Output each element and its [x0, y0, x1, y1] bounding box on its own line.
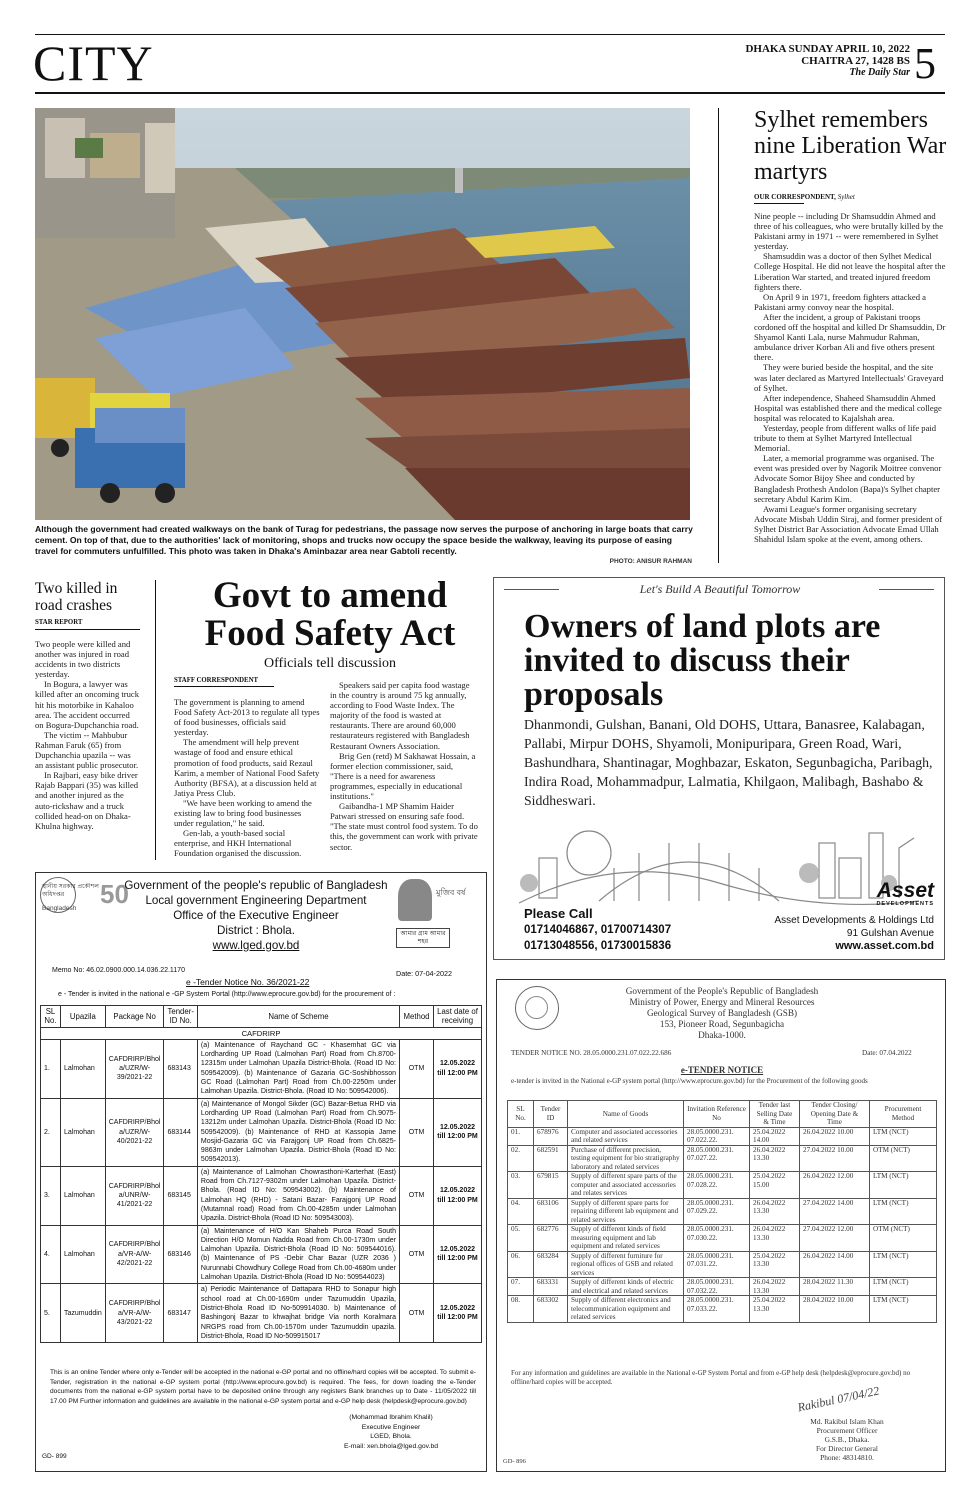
cell: CAFDRIRP/Bhol a/UZR/W-40/2021-22	[105, 1098, 164, 1166]
mujib-portrait	[398, 879, 432, 921]
gsb-logo	[515, 986, 559, 1030]
sylhet-headline: Sylhet remembers nine Liberation War martyrs	[754, 107, 947, 185]
cell: 2.	[41, 1098, 61, 1166]
cell: LTM (NCT)	[870, 1278, 937, 1296]
col-header: Name of Goods	[568, 1101, 684, 1128]
cell: 3.	[41, 1166, 61, 1225]
food-col1	[174, 697, 322, 859]
gsb-intro: e-tender is invited in the National e-GP system portal (http://www.eprocure.gov.bd) for the Procurement of the following goods	[511, 1077, 868, 1085]
sign-title: Executive Engineer	[361, 1423, 421, 1431]
cell: (a) Maintenance of Lalmohan Chowrasthoni-Karterhat (East) Road from Ch.7127-9302m under Lalmohan Upazila. District-Bhola. (Road ID No: 509543002). (b) Maintenance of Lalmohan HQ (RHD) - Satani Bazar- Farajgonj UP Road (Mutamnal road) Road from Ch.00-4285m under Lalmohan Upazila. District-Bhola (Road ID No: 509543003).	[197, 1166, 399, 1225]
paragraph: On April 9 in 1971, freedom fighters attacked a Pakistani army convoy near the hospital.	[754, 291, 926, 312]
cell: 683146	[164, 1225, 197, 1284]
table-row	[41, 1039, 482, 1098]
cell: 1.	[41, 1039, 61, 1098]
cell: 12.05.2022 till 12:00 PM	[434, 1098, 482, 1166]
lged-tender-ad	[35, 872, 487, 1472]
tagline-rule-left	[504, 589, 559, 590]
lged-table	[40, 1005, 482, 1343]
gsb-notice-number: TENDER NOTICE NO. 28.05.0000.231.07.022.22.686	[511, 1049, 672, 1057]
byline-rule	[174, 686, 274, 687]
col-header: Upazila	[61, 1006, 106, 1028]
asset-logo-sub: DEVELOPMENTS	[876, 901, 934, 907]
paragraph: The victim -- Mahbubur Rahman Faruk (65) from Dupchanchia upazila -- was an assistant public prosecutor.	[35, 729, 139, 771]
masthead-bottom-rule	[35, 92, 945, 94]
byline-rule	[754, 203, 804, 204]
asset-tagline: Let's Build A Beautiful Tomorrow	[639, 582, 801, 596]
paragraph: Speakers said per capita food wastage in the country is around 75 kg annually, according to Food Waste Index. The majority of the food is wasted at restaurants. There are around 60,000 restaurateurs registered with Bangladesh Restaurant Owners Association.	[330, 680, 470, 751]
table-header-row	[41, 1006, 482, 1028]
table-row	[508, 1225, 937, 1252]
cell: 26.04.2022 13.30	[750, 1145, 800, 1172]
cell: Supply of different kinds of field measuring equipment and lab equipment and related services	[568, 1225, 684, 1252]
gsb-title-2: Ministry of Power, Energy and Mineral Resources	[629, 997, 815, 1007]
paragraph: Gaibandha-1 MP Shamim Haider Patwari stressed on ensuring safe food. "The state must control food system. To do this, the government can work with private sector.	[330, 801, 478, 852]
cell: (a) Maintenance of H/O Kan Shaheb Purca Road South Direction H/O Momun Nadda Road from Ch.00-1730m under Lalmohan Upazila. District-Bhola (Road ID No: 509544016). (b) Maintenance of PS -Debir Char Bazar (UZR 2036 ) Nurunnabi Chowdhury College Road from Ch.00-4680m under Lalmohan Upazila. District-Bhola (Road ID No: 509544023)	[197, 1225, 399, 1284]
sylhet-byline-name: OUR CORRESPONDENT,	[754, 193, 836, 201]
cell: 27.04.2022 10.00	[800, 1145, 870, 1172]
cell: 26.04.2022 14.00	[800, 1251, 870, 1278]
col-header: SL No.	[41, 1006, 61, 1028]
cell: LTM (NCT)	[870, 1127, 937, 1145]
paragraph: Later, a memorial programme was organised. The event was presided over by Nagorik Moitree convenor Advocate Somor Bijoy Shee and conducted by Bangladesh Prothesh Andolon (Bapa)'s Sylhet chapter secretary Abdul Karim Kim.	[754, 453, 942, 504]
cell: 25.04.2022 13.30	[750, 1296, 800, 1323]
cell: 682591	[534, 1145, 568, 1172]
table-row	[41, 1166, 482, 1225]
phone-line-2: 01713048556, 01730015836	[524, 940, 672, 952]
food-headline: Govt to amend Food Safety Act	[204, 575, 456, 654]
food-subhead: Officials tell discussion	[264, 656, 396, 671]
sign-title: Procurement Officer	[816, 1426, 878, 1435]
col-header: Tender-ID No.	[164, 1006, 197, 1028]
paragraph: Awami League's former organising secretary Advocate Misbah Uddin Siraj, and former president of Sylhet District Bar Association Advocate Emad Ullah Shahidul Islam spoke at the event, among others.	[754, 503, 943, 544]
gsb-signature	[757, 1417, 937, 1462]
sylhet-body	[754, 211, 946, 544]
cell: CAFDRIRP/Bhol a/VR-A/W-42/2021-22	[105, 1225, 164, 1284]
lged-logo-country: Bangladesh	[42, 905, 77, 912]
company-website[interactable]: www.asset.com.bd	[835, 940, 934, 952]
paragraph: Yesterday, people from different walks of life paid tribute to them at Sylhet Martyred Intellectual Memorial.	[754, 422, 937, 454]
cell: 28.05.0000.231. 07.027.22.	[684, 1145, 750, 1172]
cell: 25.04.2022 14.00	[750, 1127, 800, 1145]
phone-line-1: 01714046867, 01700714307	[524, 924, 672, 936]
cell: 26.04.2022 13.30	[750, 1278, 800, 1296]
sylhet-byline-place: Sylhet	[837, 193, 855, 201]
table-row	[508, 1172, 937, 1199]
sign-name: Md. Rakibul Islam Khan	[810, 1417, 884, 1426]
cell: 683145	[164, 1166, 197, 1225]
cell: Supply of different spare parts of the computer and associated accessories and relates services	[568, 1172, 684, 1199]
cell: 683143	[164, 1039, 197, 1098]
crash-headline: Two killed in road crashes	[35, 580, 118, 614]
cell: Purchase of different precision, testing equipment for bio stratigraphy laboratory and related services	[568, 1145, 684, 1172]
cell: 27.04.2022 12.00	[800, 1225, 870, 1252]
asset-logo-word: Asset	[876, 879, 934, 902]
cell: 01.	[508, 1127, 534, 1145]
sign-email[interactable]: E-mail: xen.bhola@lged.gov.bd	[343, 1442, 439, 1450]
lged-gd-number: GD- 899	[42, 1453, 67, 1460]
gsb-title-3: Geological Survey of Bangladesh (GSB)	[646, 1008, 798, 1018]
cell: 678976	[534, 1127, 568, 1145]
lged-website[interactable]: www.lged.gov.bd	[212, 939, 300, 952]
cell: OTM	[400, 1166, 434, 1225]
cell: OTM	[400, 1284, 434, 1343]
company-name: Asset Developments & Holdings Ltd	[774, 915, 934, 926]
cell: OTM	[400, 1098, 434, 1166]
asset-logo	[862, 880, 934, 907]
lged-intro: e - Tender is invited in the national e -GP System Portal (http://www.eprocure.gov.bd) for the procurement of :	[58, 991, 396, 998]
gsb-header	[557, 986, 887, 1041]
tagline-rule-right	[879, 589, 934, 590]
cell: 12.05.2022 till 12:00 PM	[434, 1225, 482, 1284]
please-call: Please Call	[524, 906, 593, 921]
river-photo	[35, 108, 690, 520]
lged-logo-text: স্থানীয় সরকার প্রকৌশল অধিদপ্তর	[42, 883, 99, 898]
cell: Lalmohan	[61, 1225, 106, 1284]
dateline	[700, 43, 910, 79]
cell: 683331	[534, 1278, 568, 1296]
sign-org: G.S.B., Dhaka.	[824, 1435, 870, 1444]
bangla-date-text: CHAITRA 27, 1428 BS	[801, 55, 910, 67]
table-row	[508, 1251, 937, 1278]
sign-name: (Mohammad Ibrahim Khalil)	[349, 1414, 433, 1421]
paragraph: Two people were killed and another was injured in road accidents in two districts yesterday.	[35, 639, 131, 680]
cell: 683302	[534, 1296, 568, 1323]
cell: CAFDRIRP/Bhol a/VR-A/W-43/2021-22	[105, 1284, 164, 1343]
cell: 28.04.2022 11.30	[800, 1278, 870, 1296]
cell: LTM (NCT)	[870, 1296, 937, 1323]
col-header: Tender last Selling Date & Time	[750, 1101, 800, 1128]
cell: 28.05.0000.231. 07.030.22.	[684, 1225, 750, 1252]
table-row	[41, 1225, 482, 1284]
sign-org: LGED, Bhola.	[370, 1433, 412, 1441]
gsb-table	[507, 1100, 937, 1323]
paragraph: Shamsuddin was a doctor of then Sylhet Medical College Hospital. He did not leave the hospital after the Liberation War started, and treated injured freedom fighters there.	[754, 251, 946, 292]
cell: OTM	[400, 1039, 434, 1098]
cell: 04.	[508, 1198, 534, 1225]
cell: 26.04.2022 10.00	[800, 1127, 870, 1145]
cell: 26.04.2022 12.00	[800, 1172, 870, 1199]
crash-byline: STAR REPORT	[35, 619, 83, 626]
photo-credit: PHOTO: ANISUR RAHMAN	[609, 558, 692, 565]
table-row	[508, 1198, 937, 1225]
cell: 683284	[534, 1251, 568, 1278]
gsb-handwritten-signature: Rakibul 07/04/22	[796, 1383, 881, 1415]
lged-50-badge: 50	[100, 879, 129, 909]
cell: 682776	[534, 1225, 568, 1252]
gsb-gd-number: GD- 896	[503, 1458, 526, 1465]
table-row	[508, 1145, 937, 1172]
group-label: CAFDRIRP	[41, 1027, 482, 1039]
page-number: 5	[914, 39, 936, 88]
paragraph: Brig Gen (retd) M Sakhawat Hossain, a former election commissioner, said, "There is a need for awareness programmes, especially in educational institutions."	[330, 750, 476, 802]
cell: 26.04.2022 13.30	[750, 1225, 800, 1252]
company-address: 91 Gulshan Avenue	[846, 927, 934, 939]
table-row	[508, 1278, 937, 1296]
cell: 5.	[41, 1284, 61, 1343]
cell: Supply of different electronics and telecommunication equipment and related services	[568, 1296, 684, 1323]
cell: a) Periodic Maintenance of Dattapara RHD to Sonapur high school road at Ch.00-1690m under Tazumuddin Upazila, District-Bhola Road ID No-509914030. b) Maintenance of Bashingonj Bazar to khwajhat bridge Via north Koralmara NRGPS road from Ch.00-1570m under Tazumuddin upazila. District-Bhola, Road ID No-509915017	[197, 1284, 399, 1343]
gsb-date: Date: 07.04.2022	[862, 1049, 912, 1057]
cell: 683106	[534, 1198, 568, 1225]
city-skyline-illustration	[519, 813, 919, 908]
cell: 02.	[508, 1145, 534, 1172]
col-header: Tender Closing/ Opening Date & Time	[800, 1101, 870, 1128]
table-row	[508, 1127, 937, 1145]
cell: Lalmohan	[61, 1039, 106, 1098]
cell: 06.	[508, 1251, 534, 1278]
paragraph: After independence, Shaheed Shamsuddin Ahmed Hospital was established there and the medical college hospital was relocated to Kajalshah area.	[754, 392, 942, 423]
cell: 4.	[41, 1225, 61, 1284]
table-row	[508, 1296, 937, 1323]
cell: 08.	[508, 1296, 534, 1323]
lged-title-3: Office of the Executive Engineer	[173, 909, 339, 922]
col-header: Package No	[105, 1006, 164, 1028]
gsb-title-5: Dhaka-1000.	[698, 1030, 746, 1040]
asset-company	[724, 915, 934, 953]
lged-title-2: Local government Engineering Department	[145, 894, 367, 907]
cell: 27.04.2022 14.00	[800, 1198, 870, 1225]
cell: 28.05.0000.231. 07.022.22.	[684, 1127, 750, 1145]
lged-footer: This is an online Tender where only e-Tender will be accepted in the national e-GP portal and no offline/hard copies will be accepted. To submit e-Tender, registration in the national e-GP system portal (http://www.eprocure.gov.bd) is required. The fees, for down loading the e-Tender documents from the national e-GP system portal have to be deposited online through any registers Bank branches up to Date - 11/05/2022 till 17.00 PM Further information and guidelines are available in the national e-GP system portal and e-GP help desk (helpdesk@eprocure.gov.bd)	[50, 1369, 476, 1405]
col-header: Procurement Method	[870, 1101, 937, 1128]
food-col2	[330, 680, 478, 852]
paragraph: The government is planning to amend Food Safety Act-2013 to regulate all types of food businesses, officials said yesterday.	[174, 697, 320, 738]
cell: (a) Maintenance of Raychand GC - Khasemhat GC via Lordharding UP Road (Lalmohan Part) Road from Ch.8700-12315m under Lalmohan Upazila District-Bhola. (Road ID No: 509542009). (b) Maintenance of Gazaria GC-Soshibhosson GC Road (Lalmohan Part) Road from Ch.00-2250m under Lalmohan Upazila. District-Bhola. (Road ID No: 509542006).	[197, 1039, 399, 1098]
lged-notice-title: e -Tender Notice No. 36/2021-22	[186, 977, 310, 987]
photo-caption: Although the government had created walkways on the bank of Turag for pedestrians, the passage now serves the purpose of anchoring in large boats that carry cement. On top of that, due to the authorities' lack of monitoring, shops and trucks now occupy the space beside the walkway, leaving its purpose of easing travel for commuters unfulfilled. This photo was taken in Dhaka's Aminbazar area near Gabtoli recently.	[35, 524, 693, 556]
lged-motto: আমার গ্রাম আমার শহর	[396, 928, 450, 948]
cell: 26.04.2022 13.30	[750, 1198, 800, 1225]
cell: LTM (NCT)	[870, 1198, 937, 1225]
col-header: Tender ID	[534, 1101, 568, 1128]
paragraph: "We have been working to amend the existing law to bring food businesses under regulation," he said.	[174, 797, 312, 829]
mujib-badge: মুজিব বর্ষ	[436, 888, 466, 897]
paragraph: In Rajbari, easy bike driver Rajab Bappari (35) was killed and another injured as the auto-rickshaw and a truck collided head-on on Dhaka-Khulna highway.	[35, 770, 139, 831]
paper-name: The Daily Star	[849, 67, 910, 78]
gsb-tender-ad	[496, 979, 946, 1472]
sign-for: For Director General	[816, 1444, 878, 1453]
cell: CAFDRIRP/Bhol a/UZR/W-39/2021-22	[105, 1039, 164, 1098]
cell: 25.04.2022 15.00	[750, 1172, 800, 1199]
col-header: Method	[400, 1006, 434, 1028]
cell: OTM (NCT)	[870, 1225, 937, 1252]
memo-number: Memo No: 46.02.0900.000.14.036.22.1170	[52, 967, 185, 974]
lged-title-4: District : Bhola.	[217, 924, 295, 937]
food-byline: STAFF CORRESPONDENT	[174, 677, 259, 684]
cell: CAFDRIRP/Bhol a/UNR/W-41/2021-22	[105, 1166, 164, 1225]
col-header: Last date of receiving	[434, 1006, 482, 1028]
masthead-top-rule	[35, 34, 945, 35]
cell: Tazumuddin	[61, 1284, 106, 1343]
cell: 28.05.0000.231. 07.028.22.	[684, 1172, 750, 1199]
cell: 28.05.0000.231. 07.029.22.	[684, 1198, 750, 1225]
asset-headline: Owners of land plots are invited to discuss their proposals	[524, 608, 881, 713]
sign-phone: Phone: 48314810.	[820, 1453, 874, 1462]
section-title: CITY	[33, 35, 154, 91]
cell: 683144	[164, 1098, 197, 1166]
lged-header	[116, 878, 396, 953]
cell: Lalmohan	[61, 1166, 106, 1225]
asset-ad	[493, 577, 945, 960]
gsb-title-1: Government of the People's Republic of Bangladesh	[625, 986, 819, 996]
asset-areas: Dhanmondi, Gulshan, Banani, Old DOHS, Uttara, Banasree, Kalabagan, Pallabi, Mirpur DOHS, Shyamoli, Monipuripara, Green Road, Wari, Bashundhara, Shantinagar, Moghbazar, Eskaton, Segunbagicha, Paribagh, Indira Road, Mohammadpur, Lalmatia, Khilgaon, Malibagh, Bashabo & Siddheswari.	[524, 717, 933, 808]
lged-logo	[40, 877, 129, 929]
cell: Supply of different kinds of electric and electrical and related services	[568, 1278, 684, 1296]
cell: (a) Maintenance of Mongol Sikder (GC) Bazar-Betua RHD via Lordharding UP Road (Lalmohan Part) Road from Ch.9075-13212m under Lalmohan Upazila. District-Bhola (Road ID No: 509542009). (b) Maintenance of RHD at Kassopia Jame Mosjid-Gazaria GC via Farajgonj UP Road from Ch.6825-9863m under Lalmohan Upazila. District-Bhola (Road ID No: 509542013).	[197, 1098, 399, 1166]
paragraph: The amendment will help prevent wastage of food and ensure ethical promotion of food products, said Rezaul Karim, a member of National Food Safety Authority (BFSA), at a discussion held at Jatiya Press Club.	[174, 737, 320, 798]
cell: 12.05.2022 till 12:00 PM	[434, 1166, 482, 1225]
cell: LTM (NCT)	[870, 1251, 937, 1278]
cell: Computer and associated accessories and related services	[568, 1127, 684, 1145]
cell: Lalmohan	[61, 1098, 106, 1166]
cell: LTM (NCT)	[870, 1172, 937, 1199]
cell: 03.	[508, 1172, 534, 1199]
cell: Supply of different furniture for regional offices of GSB and related services	[568, 1251, 684, 1278]
table-row	[41, 1098, 482, 1166]
crash-body	[35, 639, 140, 831]
gsb-notice-title: e-TENDER NOTICE	[680, 1065, 764, 1075]
col-header: Invitation Reference No	[684, 1101, 750, 1128]
paragraph: They were buried beside the hospital, and the site was later declared as Martyred Intellectuals' Graveyard of Sylhet.	[754, 362, 944, 393]
cell: 12.05.2022 till 12:00 PM	[434, 1039, 482, 1098]
cell: 28.05.0000.231. 07.033.22.	[684, 1296, 750, 1323]
sylhet-byline	[754, 193, 855, 201]
cell: 05.	[508, 1225, 534, 1252]
paragraph: Gen-lab, a youth-based social enterprise, and HKH International Foundation organised the discussion.	[174, 828, 302, 859]
cell: Supply of different spare parts for repairing different lab equipment and related services	[568, 1198, 684, 1225]
cell: OTM (NCT)	[870, 1145, 937, 1172]
table-row	[41, 1284, 482, 1343]
cell: 679815	[534, 1172, 568, 1199]
table-header-row	[508, 1101, 937, 1128]
col-header: SL No.	[508, 1101, 534, 1128]
cell: 28.05.0000.231. 07.032.22.	[684, 1278, 750, 1296]
column-rule	[155, 580, 156, 860]
gsb-title-4: 153, Pioneer Road, Segunbagicha	[659, 1019, 785, 1029]
byline-rule	[35, 629, 140, 630]
paragraph: Nine people -- including Dr Shamsuddin Ahmed and three of his colleagues, who were brutally killed by the Pakistani army in 1971 -- were remembered in Sylhet yesterday.	[754, 211, 944, 252]
col-header: Name of Scheme	[197, 1006, 399, 1028]
date-text: DHAKA SUNDAY APRIL 10, 2022	[745, 43, 910, 55]
cell: 07.	[508, 1278, 534, 1296]
lged-title-1: Government of the people's republic of Bangladesh	[124, 879, 388, 892]
cell: 683147	[164, 1284, 197, 1343]
gsb-footer: For any information and guidelines are available in the National e-GP System Portal and from e-GP help desk (helpdesk@eprocure.gov.bd) no offline/hard copies will be accepted.	[511, 1369, 911, 1386]
paragraph: In Bogura, a lawyer was killed after an oncoming truck hit his motorbike in Kahaloo area. The accident occurred on Bogura-Dupchanchia road.	[35, 679, 140, 730]
cell: OTM	[400, 1225, 434, 1284]
table-group-row	[41, 1027, 482, 1039]
lged-signature	[306, 1413, 476, 1451]
paragraph: After the incident, a group of Pakistani troops cordoned off the hospital and killed Dr Shamsuddin, Dr Shyamol Kanti Lala, nurse Mahmudur Rahman, ambulance driver Korban Ali and five others present there.	[754, 311, 946, 363]
cell: 28.05.0000.231. 07.031.22.	[684, 1251, 750, 1278]
cell: 25.04.2022 13.30	[750, 1251, 800, 1278]
column-rule	[718, 108, 719, 563]
cell: 28.04.2022 10.00	[800, 1296, 870, 1323]
cell: 12.05.2022 till 12:00 PM	[434, 1284, 482, 1343]
lged-date: Date: 07-04-2022	[396, 969, 452, 978]
